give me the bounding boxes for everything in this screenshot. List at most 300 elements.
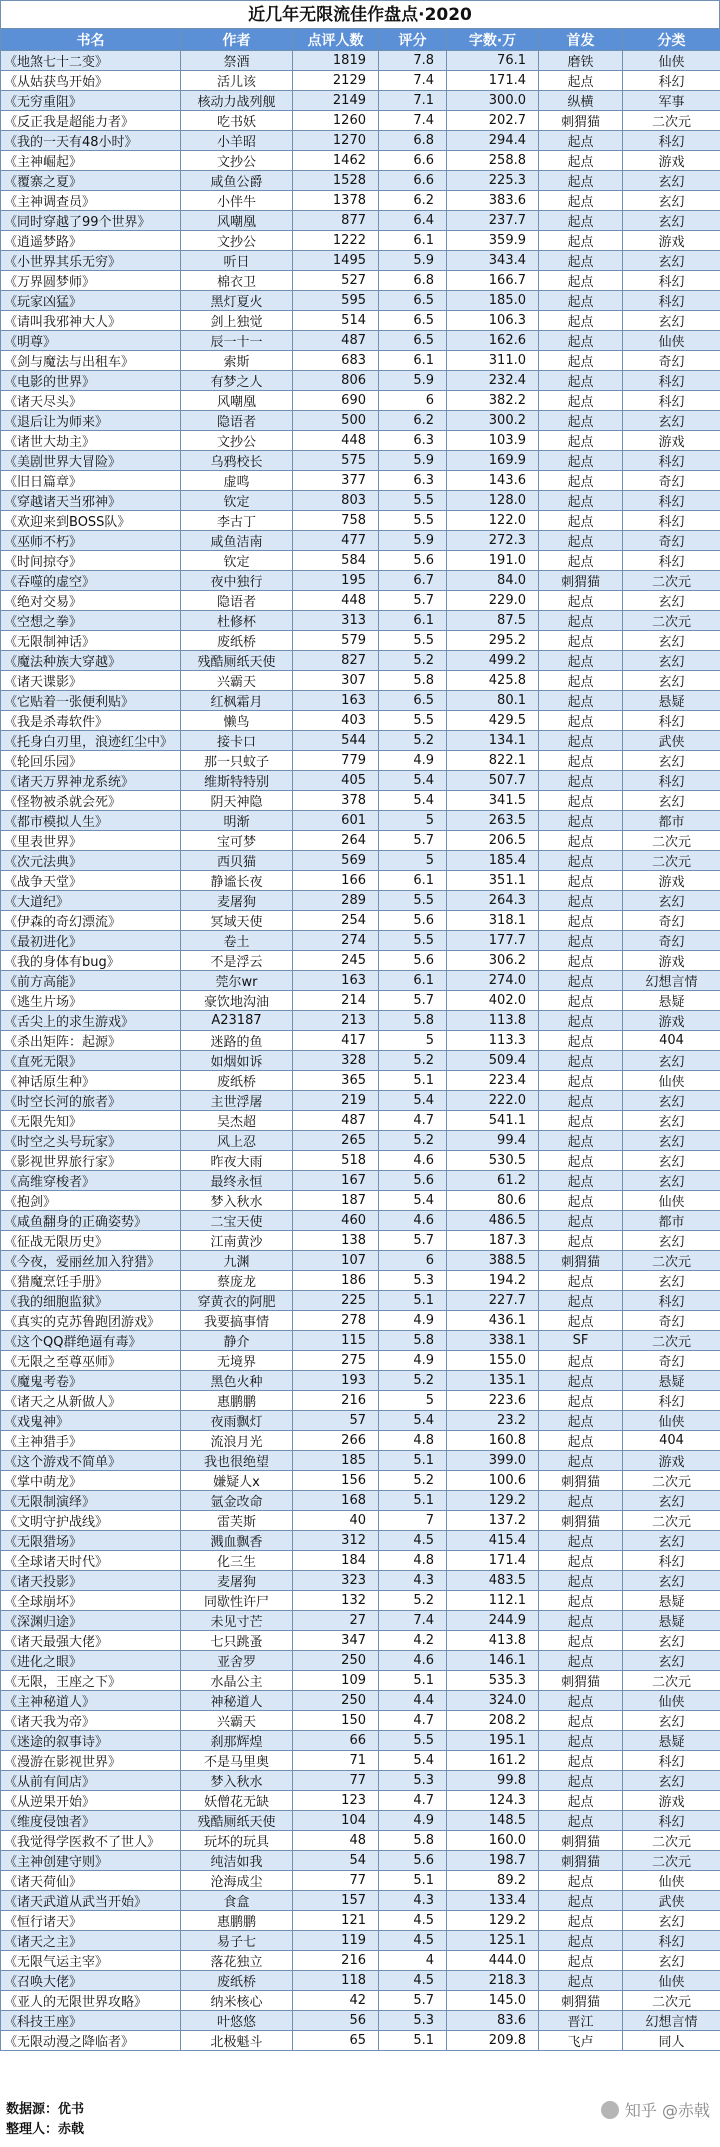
cell-score: 5.5 — [379, 931, 447, 951]
cell-author: 钦定 — [181, 491, 293, 511]
cell-title: 《都市模拟人生》 — [1, 811, 181, 831]
cell-title: 《无限，王座之下》 — [1, 1671, 181, 1691]
cell-author: 小羊昭 — [181, 131, 293, 151]
table-row — [1, 611, 720, 631]
cell-title: 《恒行诸天》 — [1, 1911, 181, 1931]
cell-word-count: 160.0 — [447, 1831, 539, 1851]
cell-word-count: 388.5 — [447, 1251, 539, 1271]
cell-genre: 玄幻 — [623, 651, 720, 671]
cell-score: 6.1 — [379, 871, 447, 891]
table-row — [1, 1011, 720, 1031]
cell-score: 5.1 — [379, 2031, 447, 2051]
cell-score: 5.3 — [379, 1771, 447, 1791]
cell-title: 《旧日篇章》 — [1, 471, 181, 491]
cell-score: 5 — [379, 1391, 447, 1411]
cell-title: 《逍遥梦路》 — [1, 231, 181, 251]
table-row — [1, 851, 720, 871]
table-row — [1, 1211, 720, 1231]
cell-score: 6 — [379, 391, 447, 411]
cell-author: 未见寸芒 — [181, 1611, 293, 1631]
cell-title: 《吞噬的虚空》 — [1, 571, 181, 591]
cell-title: 《杀出矩阵：起源》 — [1, 1031, 181, 1051]
cell-author: 祭酒 — [181, 51, 293, 71]
cell-review-count: 806 — [293, 371, 379, 391]
cell-title: 《真实的克苏鲁跑团游戏》 — [1, 1311, 181, 1331]
cell-score: 4.7 — [379, 1711, 447, 1731]
cell-title: 《怪物被杀就会死》 — [1, 791, 181, 811]
cell-author: 维斯特特别 — [181, 771, 293, 791]
cell-title: 《诸天最强大佬》 — [1, 1631, 181, 1651]
cell-site: 起点 — [539, 911, 623, 931]
cell-word-count: 135.1 — [447, 1371, 539, 1391]
cell-score: 5.2 — [379, 1051, 447, 1071]
cell-word-count: 413.8 — [447, 1631, 539, 1651]
cell-title: 《伊森的奇幻漂流》 — [1, 911, 181, 931]
cell-word-count: 306.2 — [447, 951, 539, 971]
table-row — [1, 291, 720, 311]
cell-word-count: 198.7 — [447, 1851, 539, 1871]
cell-title: 《明尊》 — [1, 331, 181, 351]
cell-author: 同歇性许尸 — [181, 1591, 293, 1611]
table-row — [1, 1411, 720, 1431]
cell-score: 4.5 — [379, 1971, 447, 1991]
table-row — [1, 831, 720, 851]
cell-site: 起点 — [539, 411, 623, 431]
table-row — [1, 111, 720, 131]
cell-word-count: 106.3 — [447, 311, 539, 331]
header-row — [1, 29, 720, 51]
cell-word-count: 444.0 — [447, 1951, 539, 1971]
cell-genre: 游戏 — [623, 871, 720, 891]
cell-site: 起点 — [539, 1791, 623, 1811]
cell-title: 《无限动漫之降临者》 — [1, 2031, 181, 2051]
cell-site: 刺猬猫 — [539, 111, 623, 131]
cell-author: 神秘道人 — [181, 1691, 293, 1711]
cell-review-count: 66 — [293, 1731, 379, 1751]
cell-review-count: 77 — [293, 1871, 379, 1891]
cell-author: 那一只蚊子 — [181, 751, 293, 771]
cell-title: 《我的一天有48小时》 — [1, 131, 181, 151]
cell-word-count: 295.2 — [447, 631, 539, 651]
cell-author: 冥域天使 — [181, 911, 293, 931]
cell-title: 《无限制神话》 — [1, 631, 181, 651]
cell-title: 《主神创建守则》 — [1, 1851, 181, 1871]
cell-review-count: 54 — [293, 1851, 379, 1871]
cell-review-count: 150 — [293, 1711, 379, 1731]
cell-site: 起点 — [539, 1911, 623, 1931]
table-row — [1, 751, 720, 771]
cell-genre: 玄幻 — [623, 211, 720, 231]
cell-title: 《轮回乐园》 — [1, 751, 181, 771]
cell-score: 6.7 — [379, 571, 447, 591]
cell-author: 兴霸天 — [181, 1711, 293, 1731]
cell-title: 《万界圆梦师》 — [1, 271, 181, 291]
cell-title: 《我是杀毒软件》 — [1, 711, 181, 731]
cell-word-count: 218.3 — [447, 1971, 539, 1991]
cell-author: 文抄公 — [181, 431, 293, 451]
cell-author: 听日 — [181, 251, 293, 271]
cell-review-count: 601 — [293, 811, 379, 831]
cell-genre: 科幻 — [623, 1551, 720, 1571]
cell-author: 钦定 — [181, 551, 293, 571]
cell-review-count: 195 — [293, 571, 379, 591]
cell-word-count: 171.4 — [447, 71, 539, 91]
cell-genre: 军事 — [623, 91, 720, 111]
cell-score: 6.3 — [379, 471, 447, 491]
cell-score: 5.7 — [379, 1991, 447, 2011]
cell-title: 《亚人的无限世界攻略》 — [1, 1991, 181, 2011]
cell-word-count: 99.8 — [447, 1771, 539, 1791]
cell-word-count: 359.9 — [447, 231, 539, 251]
cell-word-count: 129.2 — [447, 1491, 539, 1511]
table-row — [1, 1591, 720, 1611]
cell-score: 6.5 — [379, 331, 447, 351]
cell-author: 棉衣卫 — [181, 271, 293, 291]
cell-genre: 玄幻 — [623, 631, 720, 651]
cell-genre: 玄幻 — [623, 1131, 720, 1151]
cell-score: 5.5 — [379, 631, 447, 651]
cell-score: 5.4 — [379, 1411, 447, 1431]
cell-title: 《逃生片场》 — [1, 991, 181, 1011]
cell-site: 起点 — [539, 1631, 623, 1651]
table-row — [1, 911, 720, 931]
table-row — [1, 1231, 720, 1251]
table-row — [1, 1351, 720, 1371]
cell-site: 起点 — [539, 1351, 623, 1371]
cell-word-count: 155.0 — [447, 1351, 539, 1371]
cell-author: 麦屠狗 — [181, 891, 293, 911]
cell-score: 5.6 — [379, 1851, 447, 1871]
cell-score: 5.9 — [379, 531, 447, 551]
cell-review-count: 569 — [293, 851, 379, 871]
cell-genre: 科幻 — [623, 1811, 720, 1831]
cell-score: 4.6 — [379, 1651, 447, 1671]
footer — [6, 2100, 84, 2140]
cell-title: 《抱剑》 — [1, 1191, 181, 1211]
cell-title: 《文明守护战线》 — [1, 1511, 181, 1531]
cell-score: 5.7 — [379, 991, 447, 1011]
cell-site: 起点 — [539, 1611, 623, 1631]
cell-score: 5.2 — [379, 1471, 447, 1491]
cell-genre: 科幻 — [623, 1291, 720, 1311]
cell-genre: 玄幻 — [623, 311, 720, 331]
cell-review-count: 245 — [293, 951, 379, 971]
cell-author: 我也很绝望 — [181, 1451, 293, 1471]
cell-review-count: 123 — [293, 1791, 379, 1811]
cell-author: 昨夜大雨 — [181, 1151, 293, 1171]
cell-word-count: 185.4 — [447, 851, 539, 871]
cell-genre: 玄幻 — [623, 1091, 720, 1111]
table-row — [1, 1291, 720, 1311]
table-row — [1, 511, 720, 531]
cell-score: 4.3 — [379, 1571, 447, 1591]
cell-score: 6.5 — [379, 311, 447, 331]
table-row — [1, 531, 720, 551]
cell-genre: 仙侠 — [623, 1971, 720, 1991]
cell-word-count: 129.2 — [447, 1911, 539, 1931]
cell-review-count: 579 — [293, 631, 379, 651]
cell-title: 《我的身体有bug》 — [1, 951, 181, 971]
cell-title: 《掌中萌龙》 — [1, 1471, 181, 1491]
cell-author: 西贝猫 — [181, 851, 293, 871]
cell-site: 起点 — [539, 1591, 623, 1611]
cell-title: 《时空之头号玩家》 — [1, 1131, 181, 1151]
cell-score: 5.1 — [379, 1291, 447, 1311]
cell-review-count: 758 — [293, 511, 379, 531]
cell-word-count: 80.1 — [447, 691, 539, 711]
cell-genre: 玄幻 — [623, 1151, 720, 1171]
cell-author: 文抄公 — [181, 231, 293, 251]
table-body — [1, 51, 720, 2051]
cell-site: 起点 — [539, 891, 623, 911]
cell-author: 易子七 — [181, 1931, 293, 1951]
cell-word-count: 399.0 — [447, 1451, 539, 1471]
cell-word-count: 436.1 — [447, 1311, 539, 1331]
cell-review-count: 683 — [293, 351, 379, 371]
cell-site: 起点 — [539, 591, 623, 611]
cell-review-count: 184 — [293, 1551, 379, 1571]
cell-word-count: 128.0 — [447, 491, 539, 511]
cell-author: 如烟如诉 — [181, 1051, 293, 1071]
cell-site: 起点 — [539, 1771, 623, 1791]
cell-author: 食盒 — [181, 1891, 293, 1911]
cell-title: 《欢迎来到BOSS队》 — [1, 511, 181, 531]
table-row — [1, 571, 720, 591]
table-row — [1, 471, 720, 491]
cell-score: 4.5 — [379, 1931, 447, 1951]
cell-genre: 幻想言情 — [623, 971, 720, 991]
cell-title: 《空想之拳》 — [1, 611, 181, 631]
cell-site: 起点 — [539, 871, 623, 891]
table-row — [1, 391, 720, 411]
cell-author: 隐语者 — [181, 411, 293, 431]
cell-word-count: 146.1 — [447, 1651, 539, 1671]
table-row — [1, 1171, 720, 1191]
cell-author: 氩金改命 — [181, 1491, 293, 1511]
cell-title: 《征战无限历史》 — [1, 1231, 181, 1251]
cell-genre: 游戏 — [623, 1451, 720, 1471]
cell-word-count: 272.3 — [447, 531, 539, 551]
cell-review-count: 500 — [293, 411, 379, 431]
cell-title: 《反正我是超能力者》 — [1, 111, 181, 131]
cell-author: 蔡庞龙 — [181, 1271, 293, 1291]
cell-genre: 游戏 — [623, 231, 720, 251]
cell-genre: 科幻 — [623, 771, 720, 791]
cell-word-count: 274.0 — [447, 971, 539, 991]
cell-genre: 仙侠 — [623, 1071, 720, 1091]
cell-title: 《这个QQ群绝逼有毒》 — [1, 1331, 181, 1351]
cell-title: 《召唤大佬》 — [1, 1971, 181, 1991]
table-row — [1, 691, 720, 711]
table-row — [1, 1571, 720, 1591]
cell-genre: 悬疑 — [623, 1591, 720, 1611]
table-row — [1, 1271, 720, 1291]
cell-site: 刺猬猫 — [539, 1671, 623, 1691]
cell-author: 纯洁如我 — [181, 1851, 293, 1871]
cell-author: 咸鱼公爵 — [181, 171, 293, 191]
cell-site: 起点 — [539, 1691, 623, 1711]
cell-title: 《主神调查员》 — [1, 191, 181, 211]
cell-title: 《从姑获鸟开始》 — [1, 71, 181, 91]
table-row — [1, 931, 720, 951]
cell-word-count: 206.5 — [447, 831, 539, 851]
cell-genre: 玄幻 — [623, 1631, 720, 1651]
editor: 整理人：赤戟 — [6, 2122, 85, 2137]
cell-author: 废纸桥 — [181, 631, 293, 651]
cell-review-count: 121 — [293, 1911, 379, 1931]
cell-word-count: 137.2 — [447, 1511, 539, 1531]
cell-site: 起点 — [539, 1051, 623, 1071]
cell-genre: 奇幻 — [623, 911, 720, 931]
table-row — [1, 151, 720, 171]
cell-word-count: 162.6 — [447, 331, 539, 351]
cell-site: 起点 — [539, 231, 623, 251]
cell-site: 刺猬猫 — [539, 1851, 623, 1871]
cell-site: 起点 — [539, 971, 623, 991]
cell-word-count: 125.1 — [447, 1931, 539, 1951]
table-row — [1, 1991, 720, 2011]
cell-genre: 二次元 — [623, 571, 720, 591]
cell-word-count: 499.2 — [447, 651, 539, 671]
table-row — [1, 731, 720, 751]
cell-author: 穿黄衣的阿肥 — [181, 1291, 293, 1311]
cell-genre: 二次元 — [623, 1471, 720, 1491]
cell-word-count: 486.5 — [447, 1211, 539, 1231]
cell-site: 起点 — [539, 1651, 623, 1671]
cell-site: 起点 — [539, 651, 623, 671]
table-row — [1, 1631, 720, 1651]
cell-word-count: 89.2 — [447, 1871, 539, 1891]
cell-author: 杜修杯 — [181, 611, 293, 631]
cell-word-count: 185.0 — [447, 291, 539, 311]
table-row — [1, 1431, 720, 1451]
cell-score: 4.8 — [379, 1431, 447, 1451]
header-site: 首发 — [539, 29, 623, 51]
cell-genre: 科幻 — [623, 1931, 720, 1951]
cell-genre: 科幻 — [623, 511, 720, 531]
cell-score: 6.4 — [379, 211, 447, 231]
cell-site: 飞卢 — [539, 2031, 623, 2051]
cell-author: 玩坏的玩具 — [181, 1831, 293, 1851]
header-author: 作者 — [181, 29, 293, 51]
cell-title: 《戏鬼神》 — [1, 1411, 181, 1431]
table-row — [1, 1311, 720, 1331]
cell-genre: 玄幻 — [623, 1491, 720, 1511]
cell-score: 4 — [379, 1951, 447, 1971]
cell-title: 《诸天万界神龙系统》 — [1, 771, 181, 791]
cell-site: 起点 — [539, 1231, 623, 1251]
cell-author: 二宝天使 — [181, 1211, 293, 1231]
table-row — [1, 1971, 720, 1991]
cell-genre: 科幻 — [623, 711, 720, 731]
cell-site: 起点 — [539, 1931, 623, 1951]
table-row — [1, 1871, 720, 1891]
cell-author: 兴霸天 — [181, 671, 293, 691]
cell-review-count: 779 — [293, 751, 379, 771]
cell-site: 起点 — [539, 191, 623, 211]
cell-site: 起点 — [539, 751, 623, 771]
cell-genre: 二次元 — [623, 831, 720, 851]
cell-review-count: 575 — [293, 451, 379, 471]
cell-title: 《诸天武道从武当开始》 — [1, 1891, 181, 1911]
cell-site: 起点 — [539, 171, 623, 191]
cell-site: 刺猬猫 — [539, 1251, 623, 1271]
cell-word-count: 133.4 — [447, 1891, 539, 1911]
cell-genre: 玄幻 — [623, 591, 720, 611]
cell-genre: 仙侠 — [623, 331, 720, 351]
cell-genre: 科幻 — [623, 1751, 720, 1771]
cell-score: 5.2 — [379, 1591, 447, 1611]
cell-site: 起点 — [539, 1951, 623, 1971]
cell-word-count: 324.0 — [447, 1691, 539, 1711]
cell-title: 《无限先知》 — [1, 1111, 181, 1131]
cell-title: 《请叫我邪神大人》 — [1, 311, 181, 331]
cell-site: 起点 — [539, 271, 623, 291]
cell-genre: 武侠 — [623, 731, 720, 751]
cell-review-count: 377 — [293, 471, 379, 491]
cell-site: 起点 — [539, 431, 623, 451]
cell-review-count: 323 — [293, 1571, 379, 1591]
table-row — [1, 271, 720, 291]
cell-site: 起点 — [539, 771, 623, 791]
cell-word-count: 415.4 — [447, 1531, 539, 1551]
cell-title: 《美剧世界大冒险》 — [1, 451, 181, 471]
cell-word-count: 113.8 — [447, 1011, 539, 1031]
table-row — [1, 2011, 720, 2031]
cell-title: 《主神崛起》 — [1, 151, 181, 171]
header-title: 书名 — [1, 29, 181, 51]
cell-score: 5.2 — [379, 1131, 447, 1151]
cell-site: 起点 — [539, 371, 623, 391]
cell-word-count: 202.7 — [447, 111, 539, 131]
cell-review-count: 328 — [293, 1051, 379, 1071]
cell-title: 《绝对交易》 — [1, 591, 181, 611]
cell-review-count: 313 — [293, 611, 379, 631]
cell-site: 刺猬猫 — [539, 1991, 623, 2011]
cell-author: 纳米核心 — [181, 1991, 293, 2011]
cell-score: 5.4 — [379, 1751, 447, 1771]
cell-review-count: 185 — [293, 1451, 379, 1471]
cell-genre: 玄幻 — [623, 1711, 720, 1731]
cell-title: 《我的细胞监狱》 — [1, 1291, 181, 1311]
cell-genre: 奇幻 — [623, 351, 720, 371]
cell-word-count: 507.7 — [447, 771, 539, 791]
cell-review-count: 163 — [293, 971, 379, 991]
table-row — [1, 631, 720, 651]
cell-review-count: 250 — [293, 1651, 379, 1671]
cell-review-count: 2129 — [293, 71, 379, 91]
table-row — [1, 1891, 720, 1911]
cell-site: 起点 — [539, 631, 623, 651]
cell-author: 梦入秋水 — [181, 1191, 293, 1211]
cell-score: 4.8 — [379, 1551, 447, 1571]
watermark-text: 知乎 @赤戟 — [624, 2101, 710, 2120]
cell-word-count: 169.9 — [447, 451, 539, 471]
cell-review-count: 48 — [293, 1831, 379, 1851]
cell-word-count: 822.1 — [447, 751, 539, 771]
cell-author: 剑上独觉 — [181, 311, 293, 331]
cell-score: 4.9 — [379, 751, 447, 771]
cell-review-count: 27 — [293, 1611, 379, 1631]
cell-title: 《从逆果开始》 — [1, 1791, 181, 1811]
cell-author: 水晶公主 — [181, 1671, 293, 1691]
cell-author: 吃书妖 — [181, 111, 293, 131]
cell-word-count: 134.1 — [447, 731, 539, 751]
cell-word-count: 103.9 — [447, 431, 539, 451]
cell-genre: 悬疑 — [623, 691, 720, 711]
cell-genre: 玄幻 — [623, 1771, 720, 1791]
cell-site: 起点 — [539, 1091, 623, 1111]
